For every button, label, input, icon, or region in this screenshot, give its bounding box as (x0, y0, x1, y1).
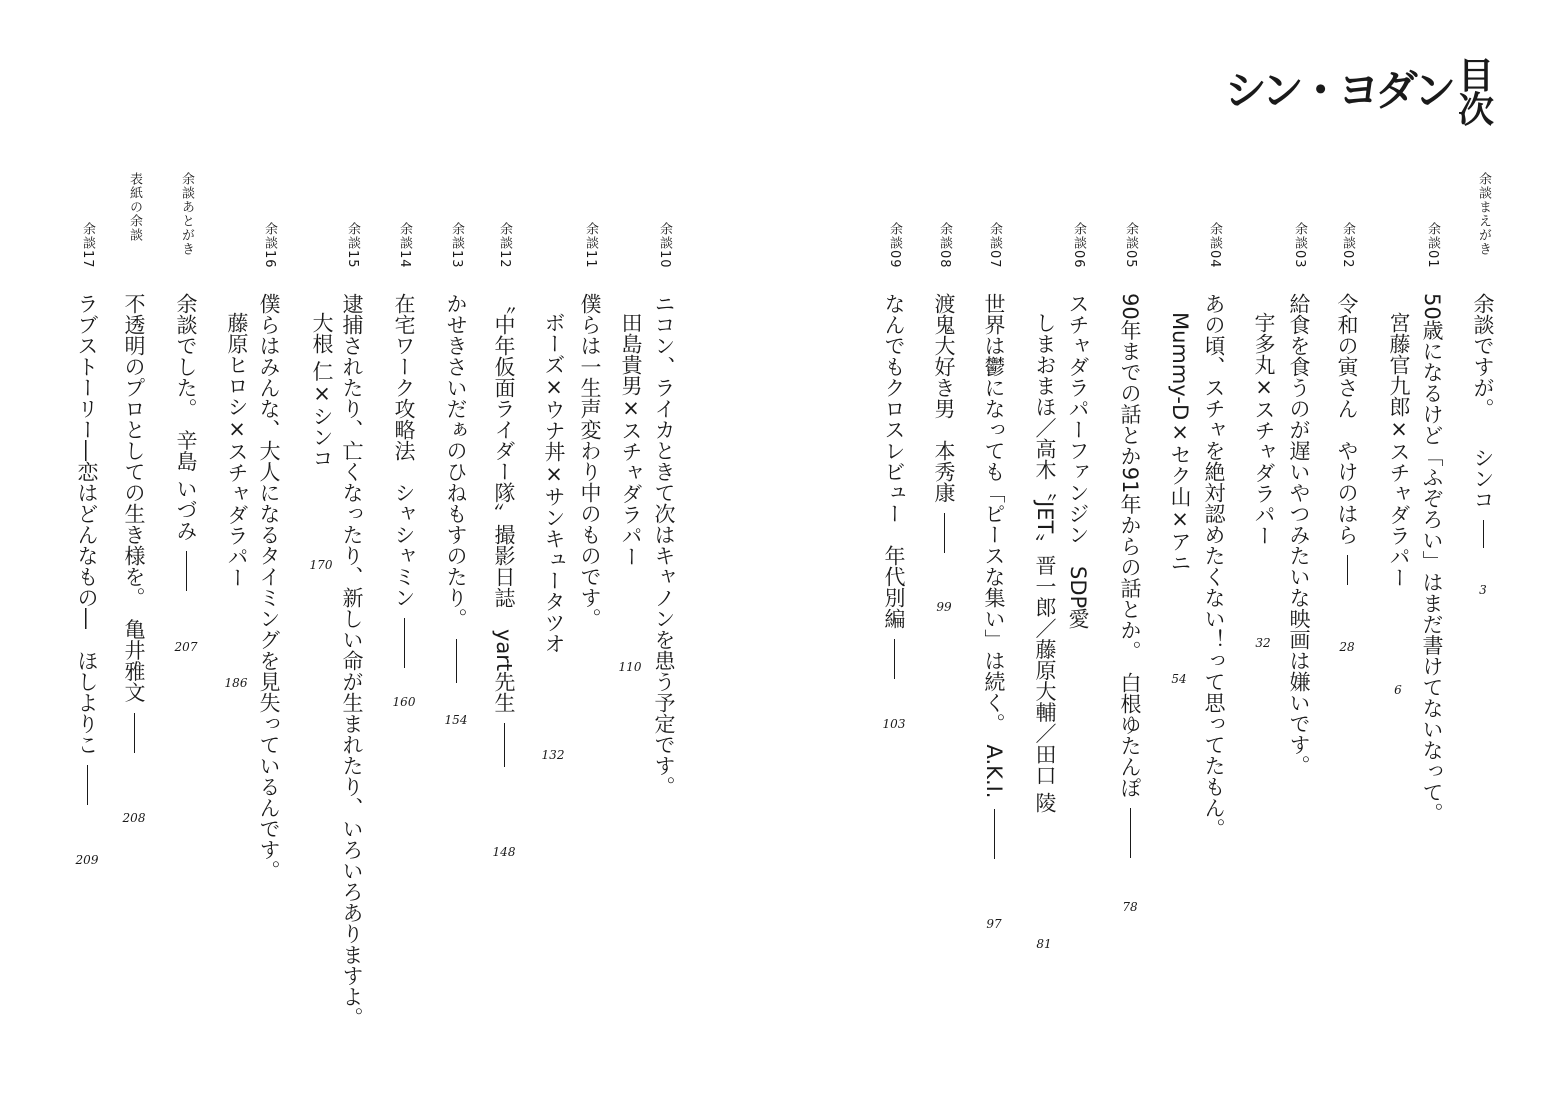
chapter-title: かせきさいだぁのひねもすのたり。 (444, 293, 468, 683)
page-number: 78 (1122, 900, 1138, 914)
chapter-title: なんでもクロスレビュー 年代別編 (882, 293, 906, 679)
page-number: 103 (882, 717, 906, 731)
page-number: 28 (1339, 640, 1355, 654)
chapter-title: しまおまほ／高木〝JET〟晋一郎／藤原大輔／田口 陵 (1033, 312, 1057, 813)
chapter-label: 余談15 (345, 222, 360, 269)
page-number: 6 (1394, 683, 1402, 697)
page-number: 81 (1036, 937, 1052, 951)
chapter-label: 余談まえがき (1476, 172, 1491, 256)
chapter-label: 余談07 (987, 222, 1002, 269)
leader-line (1347, 555, 1348, 585)
leader-line (87, 765, 88, 805)
chapter-title: 90年までの話とか91年からの話とか。 白根ゆたんぽ (1118, 293, 1142, 858)
page-number: 207 (174, 640, 198, 654)
page-number: 3 (1479, 583, 1487, 597)
leader-line (994, 809, 995, 859)
chapter-label: 余談13 (449, 222, 464, 269)
chapter-label: 余談06 (1071, 222, 1086, 269)
chapter-title: 〝中年仮面ライダー隊〟撮影日誌 yart先生 (492, 293, 516, 767)
chapter-label: 余談14 (397, 222, 412, 269)
toc-title (1224, 56, 1498, 132)
chapter-label: 余談17 (80, 222, 95, 269)
chapter-title: 不透明のプロとしての生き様を。 亀井雅文 (122, 293, 146, 753)
chapter-title: 余談ですが。シンコ (1471, 293, 1495, 548)
chapter-title: 僕らは一生声変わり中のものです。 (578, 293, 602, 629)
book-title: シン・ヨダン (1224, 66, 1452, 115)
chapter-title: ラブストーリー―恋はどんなもの― ほしよりこ (75, 293, 99, 805)
chapter-title: スチャダラパーファンジン SDP愛 (1066, 293, 1090, 630)
chapter-title: 余談でした。 辛島 いづみ (174, 293, 198, 591)
chapter-title: 在宅ワーク攻略法 シャシャミン (392, 293, 416, 668)
page-number: 99 (936, 600, 952, 614)
page-number: 154 (444, 713, 468, 727)
page-number: 209 (75, 853, 99, 867)
leader-line (1483, 520, 1484, 548)
page-number: 208 (122, 811, 146, 825)
chapter-label: 余談11 (583, 222, 598, 269)
leader-line (504, 723, 505, 767)
chapter-title: Mummy-D×セク山×アニ (1168, 312, 1192, 574)
chapter-label: 余談02 (1340, 222, 1355, 269)
chapter-label: 表紙の余談 (127, 172, 142, 242)
chapter-title: 僕らはみんな、大人になるタイミングを見失っているんです。 (257, 293, 281, 881)
chapter-label: 余談04 (1207, 222, 1222, 269)
chapter-label: 余談01 (1425, 222, 1440, 269)
chapter-title: 宮藤官九郎×スチャダラパー (1387, 312, 1411, 588)
page-number: 160 (392, 695, 416, 709)
page-number: 54 (1171, 672, 1187, 686)
chapter-label: 余談09 (887, 222, 902, 269)
leader-line (894, 639, 895, 679)
chapter-label: 余談16 (262, 222, 277, 269)
chapter-title: 世界は鬱になっても「ピースな集い」は続く。 A.K.I. (982, 293, 1006, 859)
chapter-title: 大根 仁×シンコ (310, 312, 334, 469)
chapter-title: 渡鬼大好き男 本秀康 (932, 293, 956, 553)
chapter-label: 余談12 (497, 222, 512, 269)
page-number: 170 (309, 558, 333, 572)
page-number: 132 (541, 748, 565, 762)
leader-line (1130, 808, 1131, 858)
page-number: 186 (224, 676, 248, 690)
chapter-label: 余談08 (937, 222, 952, 269)
chapter-label: 余談05 (1123, 222, 1138, 269)
chapter-title: 令和の寅さん やけのはら (1335, 293, 1359, 585)
chapter-author: シンコ (1471, 447, 1495, 510)
chapter-title: ボーズ×ウナ丼×サンキュータツオ (542, 312, 566, 654)
chapter-title: 宇多丸×スチャダラパー (1252, 312, 1276, 546)
page-number: 97 (986, 917, 1002, 931)
page-number: 32 (1255, 636, 1271, 650)
leader-line (404, 618, 405, 668)
leader-line (944, 513, 945, 553)
chapter-label: 余談あとがき (179, 172, 194, 256)
chapter-title: 50歳になるけど「ふぞろい」はまだ書けてないなって。 (1420, 293, 1444, 824)
chapter-label: 余談03 (1292, 222, 1307, 269)
leader-line (134, 713, 135, 753)
chapter-label: 余談10 (657, 222, 672, 269)
page-number: 148 (492, 845, 516, 859)
leader-line (456, 639, 457, 683)
leader-line (186, 551, 187, 591)
chapter-title: 藤原ヒロシ×スチャダラパー (225, 312, 249, 588)
page-number: 110 (618, 660, 642, 674)
chapter-title: 逮捕されたり、亡くなったり、新しい命が生まれたり、いろいろありますよ。 (340, 293, 364, 1028)
chapter-title: 給食を食うのが遅いやつみたいな映画は嫌いです。 (1287, 293, 1311, 776)
chapter-title: 田島貴男×スチャダラパー (619, 312, 643, 567)
toc-heading: 目次 (1458, 56, 1495, 132)
chapter-title: ニコン、ライカときて次はキャノンを患う予定です。 (652, 293, 676, 797)
chapter-title: あの頃、スチャを絶対認めたくない！って思ってたもん。 (1202, 293, 1226, 839)
